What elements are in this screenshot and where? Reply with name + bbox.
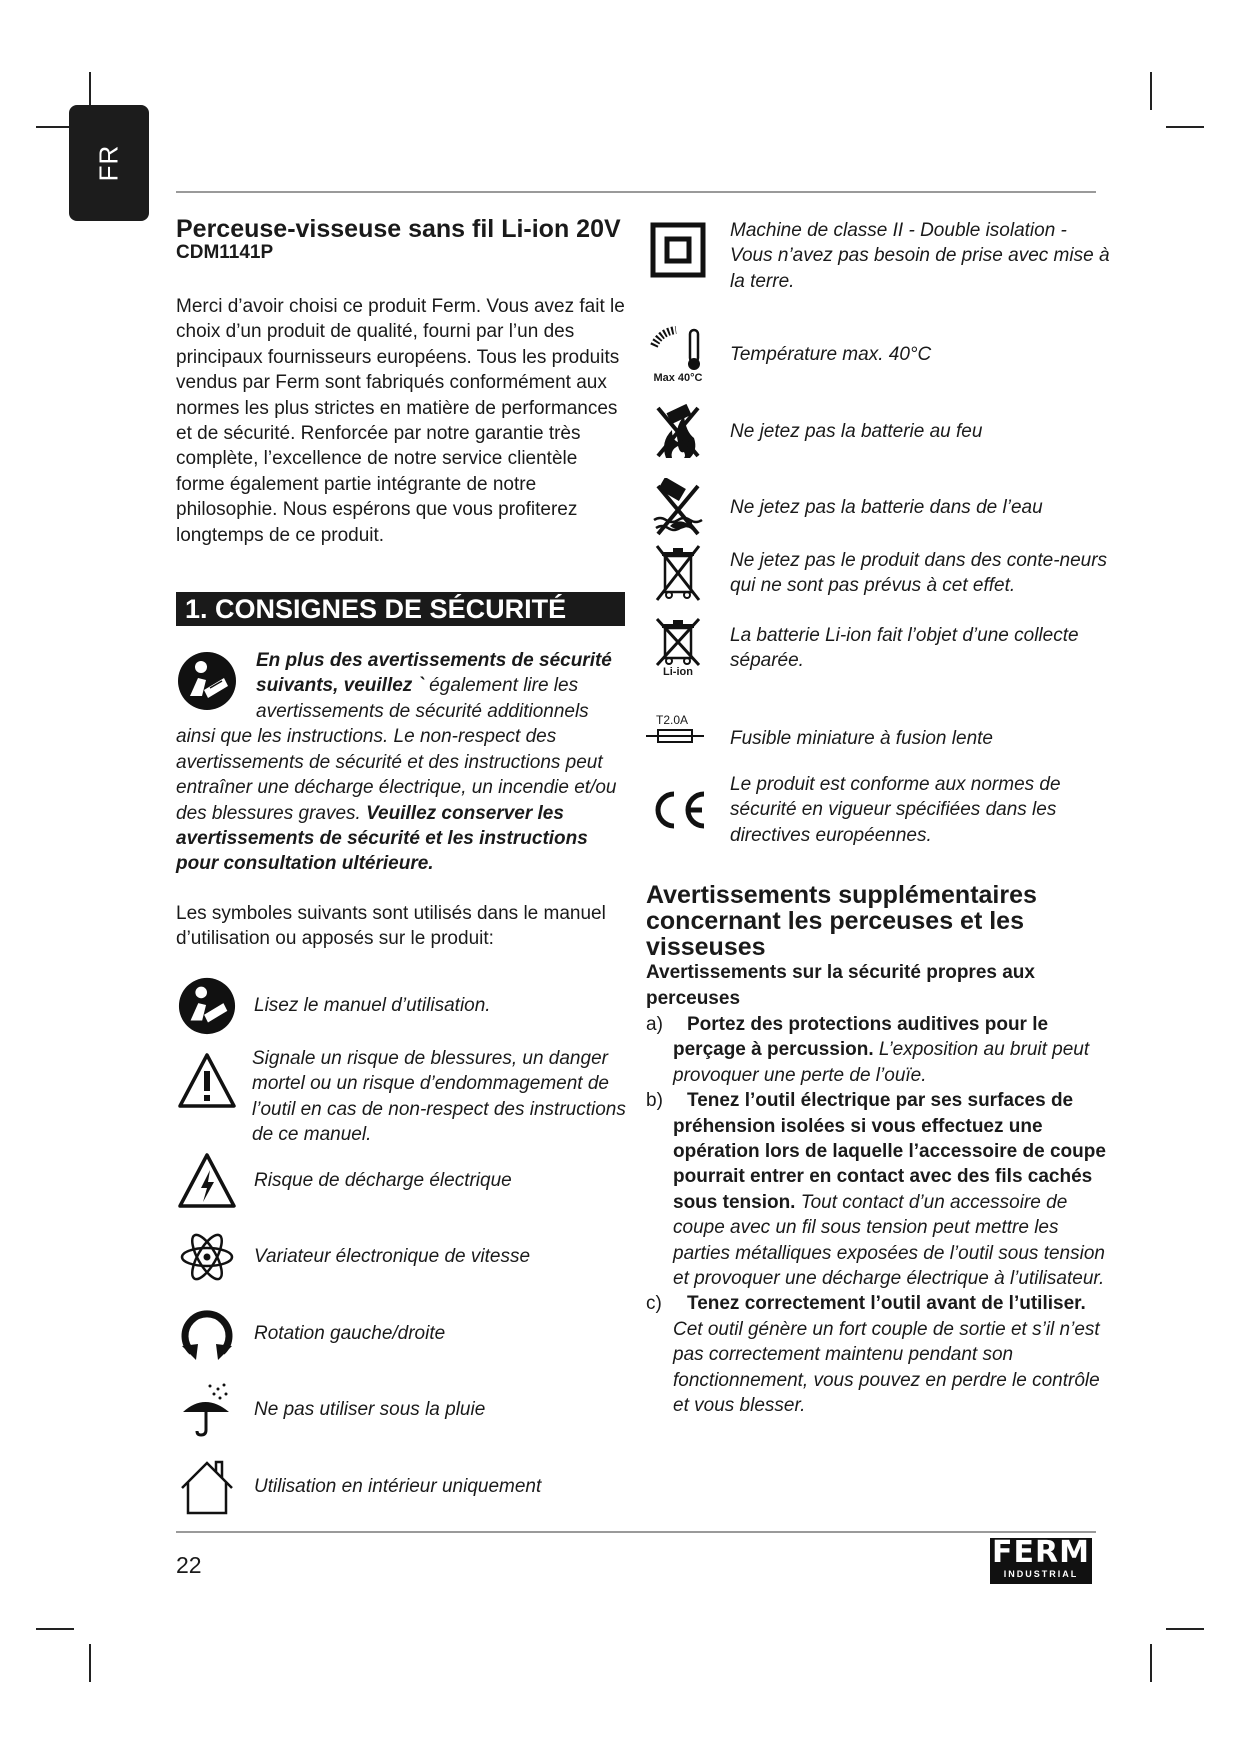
left-column xyxy=(176,214,631,952)
warning-triangle-icon xyxy=(177,1052,237,1110)
symbol-row xyxy=(646,402,1110,462)
section-heading: 1. CONSIGNES DE SÉCURITÉ xyxy=(176,592,625,626)
drill-warnings xyxy=(646,882,1116,1419)
symbol-text: Ne jetez pas la batterie dans de l’eau xyxy=(730,497,1043,519)
symbol-row xyxy=(176,1306,445,1362)
symbol-row xyxy=(176,976,491,1036)
house-icon xyxy=(178,1458,236,1516)
fuse-label: T2.0A xyxy=(656,713,689,728)
crossed-bin-icon xyxy=(653,544,703,602)
bottom-rule xyxy=(176,1531,1096,1533)
symbol-text: Lisez le manuel d’utilisation. xyxy=(254,995,491,1017)
drill-warnings-heading: Avertissements supplémentaires concernant les perceuses et les visseuses xyxy=(646,881,1037,961)
crop-mark xyxy=(1150,72,1152,110)
speed-variator-icon xyxy=(179,1232,235,1282)
item-label: c) xyxy=(646,1293,662,1315)
symbol-text: Ne jetez pas la batterie au feu xyxy=(730,421,983,443)
symbol-text: Ne pas utiliser sous la pluie xyxy=(254,1399,486,1421)
ferm-logo xyxy=(990,1535,1092,1584)
warning-item xyxy=(646,1291,1116,1418)
rotation-icon xyxy=(178,1306,236,1362)
symbol-row xyxy=(646,708,1110,751)
symbol-row xyxy=(176,1152,512,1210)
no-water-icon xyxy=(652,478,704,538)
ce-mark-icon xyxy=(648,788,708,832)
symbol-text: Risque de décharge électrique xyxy=(254,1170,512,1192)
no-fire-icon xyxy=(652,402,704,462)
symbol-text: Le produit est conforme aux normes de sécurité en vigueur spécifiées dans les directives européennes. xyxy=(730,774,1061,846)
language-label: FR xyxy=(93,144,124,182)
warning-item xyxy=(646,1088,1116,1291)
language-tab xyxy=(69,105,149,221)
symbols-intro: Les symboles suivants sont utilisés dans le manuel d’utilisation ou apposés sur le produit: xyxy=(176,902,606,950)
double-insulation-icon xyxy=(650,222,706,278)
symbol-row xyxy=(646,218,1110,294)
warning-item xyxy=(646,1012,1116,1088)
read-manual-icon xyxy=(176,650,238,712)
item-bold: Tenez l’outil électrique par ses surfaces de préhension isolées si vous effectuez une opération lors de laquelle l’accessoire de coupe pourrait entrer en contact avec des fils cachés sous tension. xyxy=(673,1090,1106,1213)
crop-mark xyxy=(1166,1628,1204,1630)
page-number: 22 xyxy=(176,1552,202,1578)
item-text: Cet outil génère un fort couple de sortie et s’il n’est pas correctement maintenu pendant son fonctionnement, vous pouvez en perdre le contrôle et vous blesser. xyxy=(673,1318,1100,1417)
general-warning xyxy=(176,648,631,877)
crop-mark xyxy=(1150,1644,1152,1682)
crossed-bin-liion-icon xyxy=(653,618,703,666)
symbol-text: Machine de classe II - Double isolation - Vous n’avez pas besoin de prise avec mise à la terre. xyxy=(730,220,1110,292)
item-label: b) xyxy=(646,1090,663,1112)
symbol-text: Température max. 40°C xyxy=(730,344,932,366)
symbol-text: Rotation gauche/droite xyxy=(254,1323,446,1345)
symbol-row xyxy=(646,478,1110,538)
item-text: Tout contact d’un accessoire de coupe avec un fil sous tension peut mettre les parties métalliques exposées de l’outil sous tension et provoquer une décharge électrique à l’utilisateur. xyxy=(673,1191,1105,1290)
intro-paragraph: Merci d’avoir choisi ce produit Ferm. Vous avez fait le choix d’un produit de qualité, fourni par l’un des principaux fournisseurs européens. Tous les produits vendus par Ferm sont fabriqués conformément aux normes les plus strictes en matière de performances et de sécurité. Renforcée par notre garantie très complète, l’excellence de notre service clientèle forme également partie intégrante de notre philosophie. Nous espérons que vous profiterez longtemps de ce produit. xyxy=(176,296,625,546)
crop-mark xyxy=(1166,126,1204,128)
crop-mark xyxy=(36,1628,74,1630)
symbol-row xyxy=(176,1382,485,1438)
symbol-row xyxy=(646,326,1110,384)
umbrella-rain-icon xyxy=(180,1382,234,1438)
symbol-text: Signale un risque de blessures, un danger mortel ou un risque d’endommagement de l’outil en cas de non-respect des instructions de ce manuel. xyxy=(252,1048,626,1146)
symbol-row xyxy=(176,1232,530,1282)
item-bold: Tenez correctement l’outil avant de l’utiliser. xyxy=(687,1293,1086,1315)
temperature-label: Max 40°C xyxy=(653,372,703,384)
logo-sub: INDUSTRIAL xyxy=(1003,1569,1079,1579)
symbol-text: Variateur électronique de vitesse xyxy=(254,1246,531,1268)
read-manual-icon xyxy=(177,976,237,1036)
symbol-row xyxy=(646,544,1110,602)
electric-shock-icon xyxy=(177,1152,237,1210)
symbol-text: Utilisation en intérieur uniquement xyxy=(254,1476,542,1498)
symbol-row xyxy=(176,1046,632,1148)
warning-bold-keep: Veuillez conserver les avertissements de sécurité et les instructions pour consultation ultérieure. xyxy=(176,802,588,875)
symbol-row xyxy=(646,618,1110,678)
logo-name: FERM xyxy=(992,1535,1090,1570)
symbol-row xyxy=(176,1458,541,1516)
item-label: a) xyxy=(646,1014,663,1035)
symbol-row xyxy=(646,772,1110,848)
symbol-text: La batterie Li-ion fait l’objet d’une collecte séparée. xyxy=(730,624,1079,671)
product-title: Perceuse-visseuse sans fil Li-ion 20V xyxy=(176,215,621,243)
symbol-text: Fusible miniature à fusion lente xyxy=(730,728,993,749)
product-code: CDM1141P xyxy=(176,242,274,263)
warning-body: également lire les avertissements de sécurité additionnels ainsi que les instructions. Le non-respect des avertissements de sécurité et des instructions peut entraîner une décharge électrique, un incendie et/ou des blessures graves. xyxy=(176,675,617,824)
liion-label: Li-ion xyxy=(663,666,693,678)
fuse-icon xyxy=(646,727,704,745)
max-temperature-icon xyxy=(650,326,706,372)
warning-bold-intro: En plus des avertissements de sécurité suivants, veuillez ` xyxy=(256,650,612,697)
top-rule xyxy=(176,191,1096,193)
drill-warnings-subheading: Avertissements sur la sécurité propres aux perceuses xyxy=(646,962,1035,1009)
item-text: L’exposition au bruit peut provoquer une perte de l’ouïe. xyxy=(673,1039,1090,1086)
symbol-text: Ne jetez pas le produit dans des conte-neurs qui ne sont pas prévus à cet effet. xyxy=(730,549,1108,596)
crop-mark xyxy=(89,1644,91,1682)
item-bold: Portez des protections auditives pour le perçage à percussion. xyxy=(673,1014,1049,1061)
